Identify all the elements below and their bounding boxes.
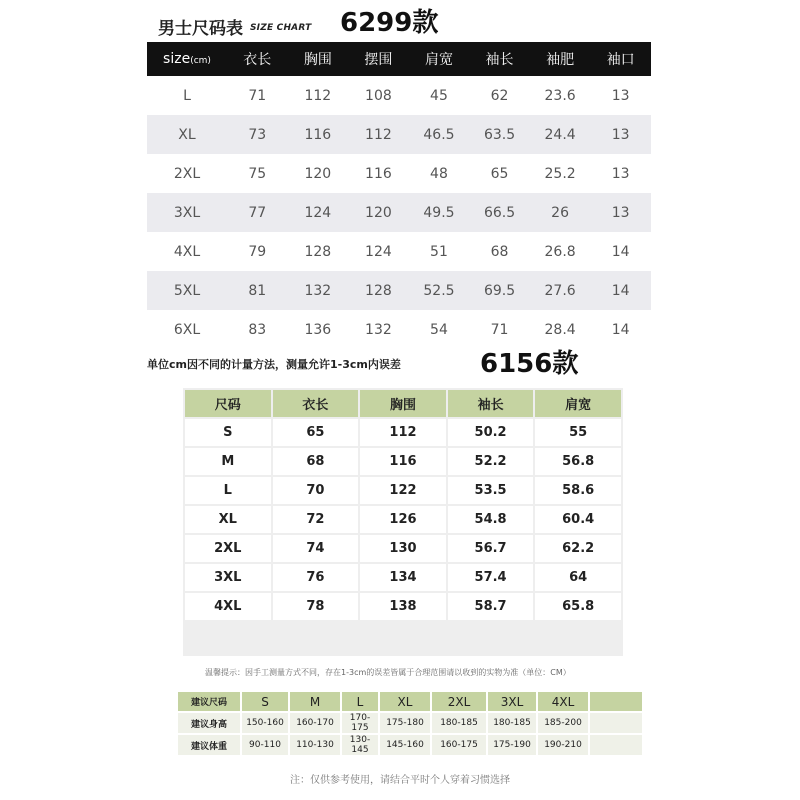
table-cell: 65	[273, 419, 359, 446]
table-cell: 90-110	[242, 735, 288, 755]
table-cell: 65	[490, 165, 509, 182]
table-cell: 175-190	[488, 735, 536, 755]
header-row	[147, 42, 651, 76]
table-row	[147, 271, 651, 310]
table-cell: 27.6	[544, 282, 576, 299]
table-cell: 185-200	[538, 713, 588, 733]
column-header: 摆围	[364, 52, 393, 68]
table-row	[147, 193, 651, 232]
header-row	[178, 692, 642, 711]
table-cell: 160-170	[290, 713, 340, 733]
table-cell: 78	[273, 593, 359, 620]
table-cell: 132	[304, 282, 332, 299]
column-header: 衣长	[273, 390, 359, 417]
table-cell: 76	[273, 564, 359, 591]
table-cell: 136	[304, 321, 332, 338]
model-number-6299: 6299款	[340, 8, 439, 38]
size-header: 2XL	[432, 692, 486, 711]
column-header: 胸围	[360, 390, 446, 417]
table-cell: 175-180	[380, 713, 430, 733]
table-row	[185, 535, 621, 562]
table-cell: 120	[365, 204, 392, 221]
table-cell: 77	[248, 204, 267, 221]
table-cell: 116	[365, 165, 392, 182]
model-number-6156: 6156款	[480, 349, 579, 379]
table-cell: 71	[490, 321, 509, 338]
size-cell: XL	[185, 506, 271, 533]
table-cell: 56.8	[535, 448, 621, 475]
table-cell	[590, 713, 642, 733]
column-header: 胸围	[303, 52, 332, 68]
table-cell: 180-185	[432, 713, 486, 733]
table-cell: 116	[304, 126, 332, 143]
table-cell: 79	[248, 243, 267, 260]
table-row	[178, 735, 642, 755]
table-cell: 14	[611, 243, 630, 260]
table-cell: 138	[360, 593, 446, 620]
size-header: L	[342, 692, 378, 711]
chart-title: 男士尺码表	[158, 19, 243, 39]
table-cell: 160-175	[432, 735, 486, 755]
table-cell: 68	[273, 448, 359, 475]
column-header: 衣长	[243, 52, 272, 68]
table-cell: 190-210	[538, 735, 588, 755]
size-cell: 3XL	[185, 564, 271, 591]
size-cell: 5XL	[173, 282, 201, 299]
table-cell: 75	[248, 165, 267, 182]
row-label: 建议尺码	[178, 692, 240, 711]
table-cell: 71	[248, 87, 267, 104]
table-cell: 62	[490, 87, 509, 104]
size-header: 3XL	[488, 692, 536, 711]
row-label: 建议体重	[178, 735, 240, 755]
table-cell: 69.5	[483, 282, 516, 299]
table-cell: 180-185	[488, 713, 536, 733]
table-cell: 110-130	[290, 735, 340, 755]
table-cell: 55	[535, 419, 621, 446]
table-cell: 52.5	[423, 282, 455, 299]
measurement-tip: 温馨提示：因手工测量方式不同，存在1-3cm的误差皆属于合理范围请以收到的实物为准（单位：CM）	[205, 668, 571, 677]
table-row	[185, 593, 621, 620]
table-cell: 52.2	[448, 448, 534, 475]
table-cell: 13	[611, 204, 630, 221]
column-header: 尺码	[185, 390, 271, 417]
column-header: 袖口	[606, 52, 635, 68]
table-cell: 72	[273, 506, 359, 533]
table-cell	[590, 735, 642, 755]
table-cell: 134	[360, 564, 446, 591]
table-cell: 23.6	[544, 87, 576, 104]
footer-note: 注：仅供参考使用，请结合平时个人穿着习惯选择	[290, 775, 510, 786]
size-cell: XL	[178, 126, 196, 143]
table-cell: 170-175	[342, 713, 378, 733]
size-cell: 2XL	[185, 535, 271, 562]
table-cell: 53.5	[448, 477, 534, 504]
measurement-note: 单位cm因不同的计量方法，测量允许1-3cm内误差	[147, 358, 401, 371]
table-cell: 14	[611, 321, 630, 338]
size-header	[590, 692, 642, 711]
table-cell: 28.4	[544, 321, 576, 338]
table-cell: 13	[611, 165, 630, 182]
table-cell: 54.8	[448, 506, 534, 533]
table-cell: 108	[365, 87, 392, 104]
table-cell: 112	[304, 87, 332, 104]
column-header: 袖长	[448, 390, 534, 417]
size-cell: 4XL	[173, 243, 201, 260]
table-row	[147, 154, 651, 193]
table-cell: 58.7	[448, 593, 534, 620]
row-label: 建议身高	[178, 713, 240, 733]
table-cell: 130-145	[342, 735, 378, 755]
table-cell: 124	[304, 204, 332, 221]
size-cell: L	[185, 477, 271, 504]
table-cell: 48	[430, 165, 448, 182]
table-cell: 122	[360, 477, 446, 504]
table-cell: 51	[430, 243, 448, 260]
table-cell: 13	[611, 87, 630, 104]
table-row	[147, 232, 651, 271]
table-cell: 81	[248, 282, 267, 299]
size-cell: M	[185, 448, 271, 475]
size-header: 4XL	[538, 692, 588, 711]
table-row	[185, 477, 621, 504]
size-header: XL	[380, 692, 430, 711]
size-column-header	[147, 42, 227, 76]
table-cell: 145-160	[380, 735, 430, 755]
table-cell: 64	[535, 564, 621, 591]
table-cell: 73	[248, 126, 267, 143]
table-cell: 54	[430, 321, 448, 338]
size-cell: 2XL	[173, 165, 201, 182]
table-cell: 26	[551, 204, 569, 221]
size-chart-6156	[183, 388, 623, 622]
table-cell: 25.2	[544, 165, 576, 182]
table-cell: 50.2	[448, 419, 534, 446]
table-row	[185, 564, 621, 591]
table-row	[178, 713, 642, 733]
size-cell: S	[185, 419, 271, 446]
table-cell: 128	[304, 243, 332, 260]
table-cell: 13	[611, 126, 630, 143]
table-cell: 56.7	[448, 535, 534, 562]
column-header: 袖肥	[546, 52, 575, 68]
table-row	[185, 448, 621, 475]
recommendation-table	[176, 690, 644, 757]
table-cell: 63.5	[483, 126, 516, 143]
table-cell: 126	[360, 506, 446, 533]
table-cell: 57.4	[448, 564, 534, 591]
table-cell: 132	[365, 321, 392, 338]
table-cell: 62.2	[535, 535, 621, 562]
table-row	[147, 115, 651, 154]
table-cell: 65.8	[535, 593, 621, 620]
table-cell: 24.4	[544, 126, 576, 143]
table-cell: 58.6	[535, 477, 621, 504]
table-cell: 128	[365, 282, 392, 299]
size-chart-6299	[147, 42, 651, 349]
table-cell: 124	[365, 243, 392, 260]
table-cell: 74	[273, 535, 359, 562]
size-cell: 3XL	[173, 204, 201, 221]
table-cell: 66.5	[483, 204, 516, 221]
column-header: 肩宽	[424, 52, 453, 68]
table-cell: 112	[365, 126, 392, 143]
table-cell: 120	[304, 165, 332, 182]
table-cell: 112	[360, 419, 446, 446]
size-chart-6156-panel	[183, 388, 623, 656]
table-cell: 14	[611, 282, 630, 299]
table-row	[185, 506, 621, 533]
size-header: S	[242, 692, 288, 711]
column-header: 肩宽	[535, 390, 621, 417]
table-cell: 130	[360, 535, 446, 562]
table-cell: 83	[248, 321, 267, 338]
size-cell: 4XL	[185, 593, 271, 620]
size-header: M	[290, 692, 340, 711]
table-row	[185, 419, 621, 446]
size-cell: L	[183, 87, 191, 104]
size-header-unit: (cm)	[190, 56, 211, 66]
table-cell: 150-160	[242, 713, 288, 733]
table-cell: 60.4	[535, 506, 621, 533]
chart-subtitle: SIZE CHART	[250, 23, 312, 33]
size-cell: 6XL	[173, 321, 201, 338]
column-header: 袖长	[485, 52, 514, 68]
table-cell: 116	[360, 448, 446, 475]
size-header-label: size	[163, 51, 191, 67]
table-cell: 46.5	[423, 126, 455, 143]
table-cell: 49.5	[423, 204, 455, 221]
table-cell: 70	[273, 477, 359, 504]
table-row	[147, 76, 651, 115]
table-cell: 26.8	[544, 243, 576, 260]
table-cell: 45	[430, 87, 448, 104]
table-cell: 68	[490, 243, 509, 260]
header-row	[185, 390, 621, 417]
